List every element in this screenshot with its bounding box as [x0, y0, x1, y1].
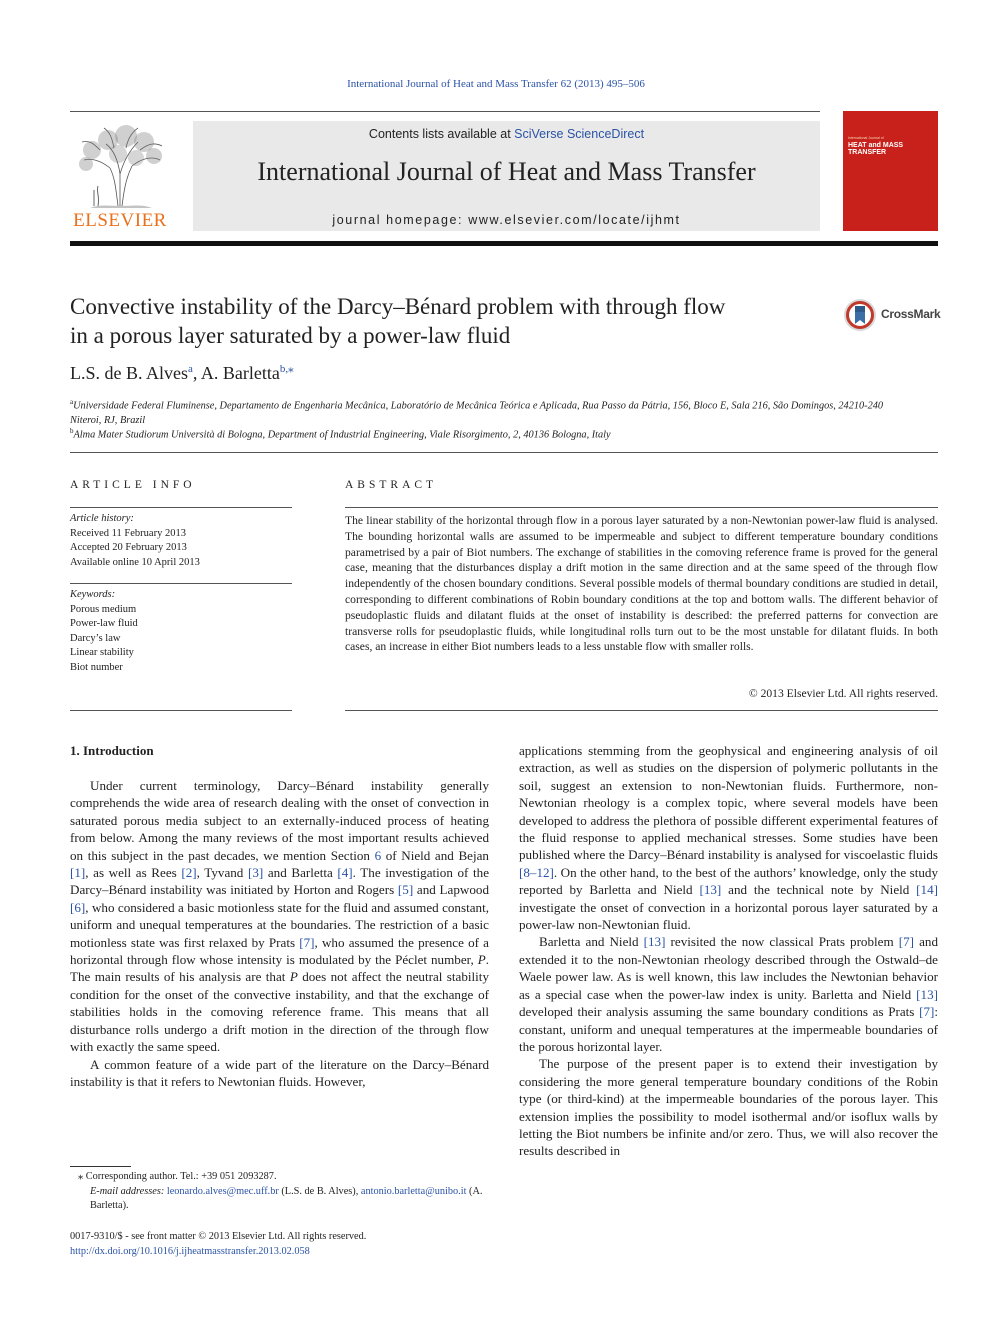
abstract-heading: ABSTRACT: [345, 479, 438, 491]
body-column-left: [70, 777, 489, 1090]
email-owner-alves: (L.S. de B. Alves),: [278, 1185, 361, 1197]
journal-homepage[interactable]: journal homepage: www.elsevier.com/locate/ijhmt: [332, 213, 681, 227]
citation-link[interactable]: [7]: [299, 934, 315, 950]
sciencedirect-link[interactable]: SciVerse ScienceDirect: [514, 127, 645, 141]
text-run: of Nield and Bejan: [381, 847, 489, 863]
abstract-rule-bottom: [345, 710, 938, 711]
intro-paragraph-2: A common feature of a wide part of the literature on the Darcy–Bénard instability is that it refers to Newtonian fluids. However,: [70, 1056, 489, 1089]
section-heading-introduction: 1. Introduction: [70, 743, 154, 758]
article-info-rule-top: [70, 507, 292, 508]
article-info-rule-bottom: [70, 710, 292, 711]
email-owner-barletta: (A. Barletta).: [90, 1185, 483, 1211]
paper-title-line-1: Convective instability of the Darcy–Bénard problem with through flow: [70, 294, 726, 319]
doi-link[interactable]: http://dx.doi.org/10.1016/j.ijheatmasstransfer.2013.02.058: [70, 1245, 310, 1257]
text-run: and the technical note by Nield: [721, 882, 917, 898]
paper-title-line-2: in a porous layer saturated by a power-law fluid: [70, 323, 511, 348]
citation-link[interactable]: [8–12]: [519, 864, 554, 880]
citation-link[interactable]: [4]: [337, 865, 353, 881]
text-run: Barletta and Nield: [539, 934, 644, 950]
intro-paragraph-3: [519, 933, 938, 1055]
section-ref-link[interactable]: 6: [374, 847, 382, 863]
citation-link[interactable]: [13]: [643, 934, 666, 950]
keywords-label: Keywords:: [70, 589, 116, 600]
crossmark-label: CrossMark: [881, 307, 941, 321]
text-run: , who assumed the presence of a horizontal through flow whose intensity is modulated by the Péclet number,: [70, 934, 489, 968]
text-run: Under current terminology, Darcy–Bénard instability generally comprehends the wide area of research dealing with the onset of convection in saturated porous media subject to an externally-induced process of heating from below. Among the many reviews of the most important results achieved on this subject in the past decades, we mention Section: [70, 778, 489, 863]
cover-title: HEAT and MASS TRANSFER: [848, 142, 904, 156]
crossmark-badge[interactable]: [843, 298, 943, 334]
paper-title: [70, 292, 830, 350]
footnote-rule: [70, 1166, 131, 1167]
citation-link[interactable]: [13]: [699, 882, 722, 898]
math-symbol: P: [289, 969, 298, 985]
email-link-barletta[interactable]: antonio.barletta@unibo.it: [360, 1185, 467, 1197]
text-run: developed their analysis assuming the same boundary conditions as Prats: [519, 1004, 920, 1020]
issn-doi-block: [70, 1230, 366, 1259]
citation-link[interactable]: [13]: [916, 986, 938, 1002]
citation-link[interactable]: [2]: [181, 865, 197, 881]
affiliation-b-text: Alma Mater Studiorum Università di Bologna, Department of Industrial Engineering, Viale Risorgimento, 2, 40136 Bologna, Italy: [73, 429, 611, 441]
journal-citation-link[interactable]: International Journal of Heat and Mass Transfer 62 (2013) 495–506: [347, 78, 645, 90]
text-run: . On the other hand, to the best of the authors’ knowledge, only the study reported by Barletta and Nield: [519, 864, 938, 898]
history-accepted: Accepted 20 February 2013: [70, 542, 187, 553]
corresponding-author-note: ⁎ Corresponding author. Tel.: +39 051 2093287.: [78, 1171, 277, 1182]
email-addresses: [70, 1185, 490, 1214]
affiliation-a-text: Universidade Federal Fluminense, Departamento de Engenharia Mecânica, Laboratório de Mecânica Teórica e Aplicada, Rua Passo da Pátria, 156, Bloco E, Sala 216, São Domingos, 24210-240 Niteroi, RJ, Brazil: [70, 400, 884, 427]
author-barletta[interactable]: A. Barletta: [200, 363, 280, 383]
masthead-thick-rule: [70, 241, 938, 246]
intro-paragraph-4: The purpose of the present paper is to extend their investigation by considering the more general temperature boundary conditions of the Robin type (or third-kind) at the impermeable boundaries of the porous layer. This extension implies the possibility to model isothermal and/or isoflux walls by letting the Biot numbers be infinite and/or zero. Thus, we will also recover the results described in: [519, 1056, 938, 1159]
journal-cover-image: [843, 111, 938, 231]
author-barletta-affil[interactable]: b,⁎: [279, 363, 294, 375]
citation-link[interactable]: [6]: [70, 899, 86, 915]
citation-link[interactable]: [1]: [70, 865, 86, 881]
affiliation-b: [70, 424, 900, 442]
abstract-copyright: © 2013 Elsevier Ltd. All rights reserved.: [748, 687, 938, 700]
keyword-item: Biot number: [70, 661, 123, 673]
body-column-right: [519, 742, 938, 1160]
article-info-rule-mid: [70, 583, 292, 584]
citation-link[interactable]: [7]: [919, 1004, 935, 1020]
citation-link[interactable]: [3]: [247, 865, 264, 881]
contents-prefix: Contents lists available at: [368, 127, 515, 141]
article-info-heading: ARTICLE INFO: [70, 479, 196, 491]
citation-link[interactable]: [14]: [916, 882, 938, 898]
keyword-item: Darcy’s law: [70, 632, 121, 644]
journal-title: International Journal of Heat and Mass Transfer: [257, 157, 756, 186]
email-label: E-mail addresses:: [90, 1185, 167, 1197]
text-run: , Tyvand: [196, 865, 248, 881]
article-history: [70, 512, 200, 570]
intro-paragraph-2-continued: [519, 742, 938, 933]
text-run: . The investigation of the Darcy–Bénard instability was initiated by Horton and Rogers: [70, 865, 489, 898]
text-run: : constant, uniform and unequal temperatures at the impermeable boundaries of the porous horizontal layer.: [519, 1004, 938, 1054]
citation-link[interactable]: [7]: [898, 934, 915, 950]
text-run: and extended it to the non-Newtonian rheology described through the Ostwald–de Waele power law. As is well known, this law includes the Newtonian behavior as a special case when the power-law index is unity. Barletta and Nield: [519, 934, 938, 1002]
author-separator: ,: [192, 363, 201, 383]
email-link-alves[interactable]: leonardo.alves@mec.uff.br: [166, 1185, 279, 1197]
crossmark-icon: [843, 298, 877, 332]
contents-line: [193, 127, 820, 141]
text-run: and Lapwood: [413, 882, 489, 898]
elsevier-wordmark: ELSEVIER: [73, 210, 167, 231]
issn-line: 0017-9310/$ - see front matter © 2013 Elsevier Ltd. All rights reserved.: [70, 1231, 367, 1242]
text-run: investigate the onset of convection in a horizontal porous layer saturated by a power-law non-Newtonian fluid.: [519, 899, 938, 933]
math-symbol: P: [477, 952, 486, 968]
text-run: . The main results of his analysis are that: [70, 952, 489, 985]
keywords-block: [70, 588, 138, 675]
history-received: Received 11 February 2013: [70, 527, 186, 539]
text-run: , as well as Rees: [85, 865, 182, 881]
top-rule: [70, 111, 820, 112]
citation-link[interactable]: [5]: [397, 882, 414, 898]
author-alves-affil[interactable]: a: [188, 363, 193, 375]
text-run: revisited the now classical Prats problem: [665, 934, 899, 950]
cover-small-text: International Journal of: [848, 136, 884, 140]
author-list: [70, 362, 294, 384]
affiliation-rule: [70, 452, 938, 453]
abstract-text: The linear stability of the horizontal through flow in a porous layer saturated by a non-Newtonian power-law fluid is analysed. The bounding horizontal walls are assumed to be impermeable and subject to different temperature boundary conditions parametrised by a pair of Biot numbers. The exchange of stabilities in the comoving reference frame is proved for the general case, meaning that the disturbances display a drift motion in the same direction and at the same speed of the through flow independently of the chosen boundary conditions. Several possible models of thermal boundary conditions are studied in detail, corresponding to different combinations of Robin boundary conditions at the top and bottom walls. The different behavior of pseudoplastic fluids and dilatant fluids at the onset of instability is described: the preferred patterns for convection are transverse rolls for pseudoplastic fluids, while longitudinal rolls turn out to be the most unstable for dilatant fluids. In both cases, an increase in either Biot numbers leads to a less unstable flow with smaller rolls.: [345, 514, 938, 654]
intro-paragraph-1: [70, 777, 489, 1056]
affiliation-b-mark: b: [70, 427, 74, 435]
history-label: Article history:: [70, 513, 134, 524]
footnote: [70, 1170, 490, 1214]
keyword-item: Power-law fluid: [70, 618, 138, 629]
author-alves[interactable]: L.S. de B. Alves: [70, 363, 189, 383]
abstract-rule-top: [345, 507, 938, 508]
keyword-item: Porous medium: [70, 603, 137, 615]
journal-masthead: [193, 121, 820, 231]
text-run: does not affect the neutral stability condition for the onset of the convective instability, and that the exchange of stabilities holds in the comoving reference frame. This means that all disturbance rolls undergo a drift motion in the direction of the through flow with exactly the same speed.: [70, 969, 489, 1055]
keyword-item: Linear stability: [70, 647, 134, 658]
text-run: and Barletta: [263, 865, 338, 881]
text-run: , who considered a basic motionless state for the fluid and assumed constant, uniform and unequal temperatures at the boundaries. The restriction of a basic motionless state was first relaxed by Prats: [70, 899, 489, 950]
affiliation-a-mark: a: [70, 398, 74, 406]
text-run: applications stemming from the geophysical and engineering analysis of oil extraction, as well as studies on the dispersion of polymeric pollutants in the soil, suggest an extension to non-Newtonian fluids. Furthermore, non-Newtonian rheology is a complex topic, where several models have been developed to address the plethora of possible different experimental features of the fluid response to applied mechanical stresses. Some studies have been published where the Darcy–Bénard instability is analysed for viscoelastic fluids: [519, 743, 938, 863]
history-online: Available online 10 April 2013: [70, 556, 200, 568]
